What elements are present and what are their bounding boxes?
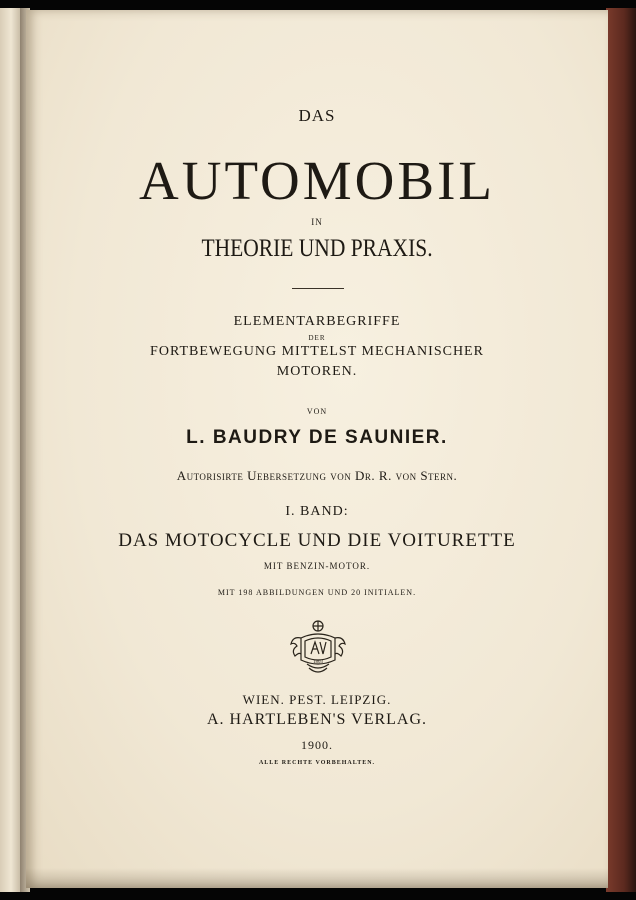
page-bottom-shadow [26,868,608,888]
subtitle-line-3: MOTOREN. [276,364,358,379]
publication-year: 1900. [301,738,333,752]
byline-von: VON [306,407,328,416]
volume-title: DAS MOTOCYCLE UND DIE VOITURETTE [118,530,516,551]
illustrations-note: MIT 198 ABBILDUNGEN UND 20 INITIALEN. [217,588,417,597]
main-title: AUTOMOBIL [139,150,495,211]
publisher-name: A. HARTLEBEN'S VERLAG. [206,711,428,728]
book-cover-edge [606,8,636,892]
title-theorie-praxis: THEORIE UND PRAXIS. [201,235,433,262]
subtitle-line-2: FORTBEWEGUNG MITTELST MECHANISCHER [150,344,484,359]
title-connector-in: IN [311,217,323,227]
title-divider-rule [292,288,344,289]
volume-subtitle: MIT BENZIN-MOTOR. [263,561,371,571]
subtitle-der: DER [308,334,326,342]
author-name: L. BAUDRY DE SAUNIER. [186,427,448,448]
subtitle-line-1: ELEMENTARBEGRIFFE [233,314,401,329]
left-page-edge [0,8,20,892]
rights-notice: ALLE RECHTE VORBEHALTEN. [258,760,376,766]
translation-credit: Autorisirte Uebersetzung von Dr. R. von Stern. [176,468,458,483]
publisher-emblem-icon [287,616,349,678]
title-page-content [26,10,608,888]
title-page [26,10,608,888]
emblem-year: 1803 [313,660,323,665]
article-das: DAS [298,106,336,125]
publication-places: WIEN. PEST. LEIPZIG. [242,692,392,707]
volume-number: I. BAND: [285,504,349,519]
